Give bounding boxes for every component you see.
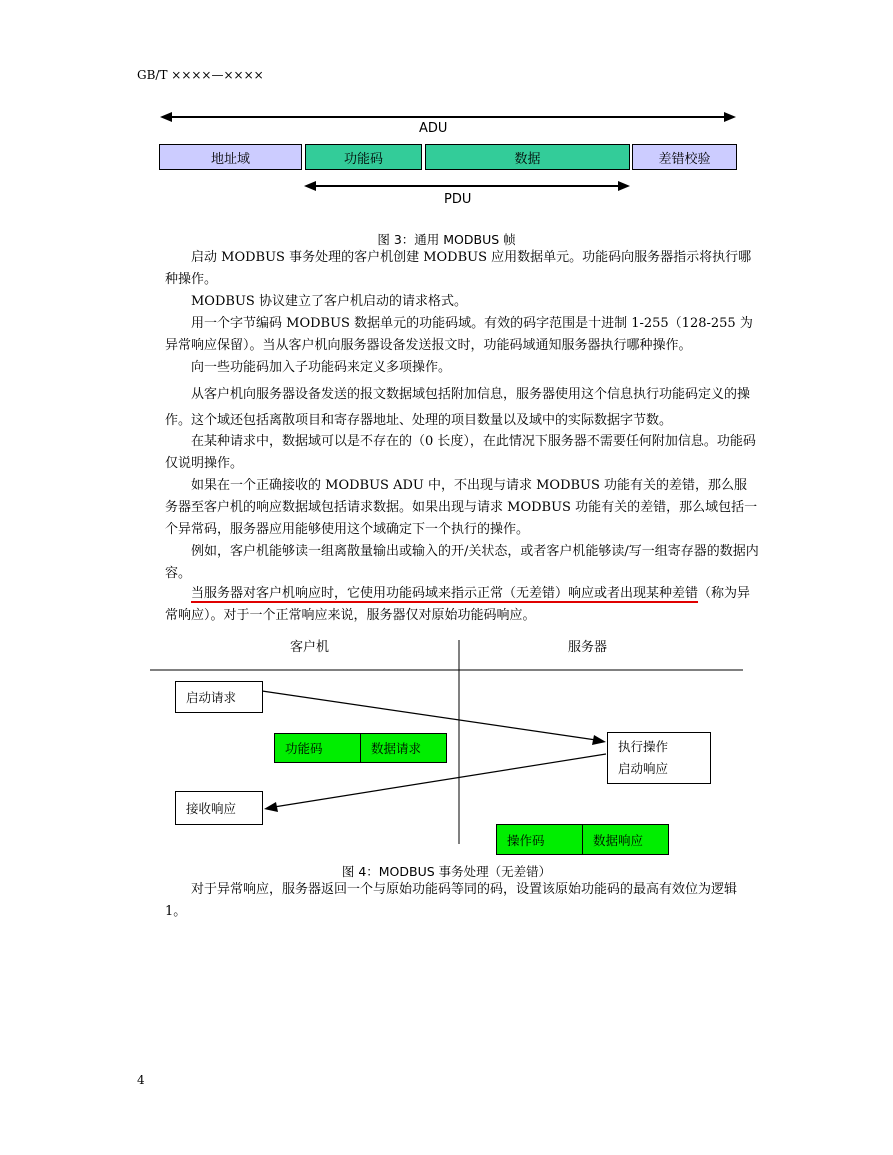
highlighted-sentence: 当服务器对客户机响应时，它使用功能码域来指示正常（无差错）响应或者出现某种差错 [191,586,699,601]
paragraph-9-rest: （称为异常响应）。对于一个正常响应来说，服务器仅对原始功能码响应。 [165,586,751,623]
server-label: 服务器 [568,640,608,655]
start-response-text: 启动响应 [618,761,669,776]
paragraph-10: 对于异常响应，服务器返回一个与原始功能码等同的码，设置该原始功能码的最高有效位为逻辑 1。 [165,882,738,919]
adu-label: ADU [419,121,448,136]
execute-action-box [607,732,711,784]
paragraph-8: 例如，客户机能够读一组离散量输出或输入的开/关状态，或者客户机能够读/写一组寄存器的数据内容。 [165,544,759,581]
address-field-box: 地址域 [159,144,302,170]
data-request-box: 数据请求 [360,733,447,763]
execute-action-text: 执行操作 [618,739,669,754]
paragraph-3: 用一个字节编码 MODBUS 数据单元的功能码域。有效的码字范围是十进制 1-255（128-255 为异常响应保留）。当从客户机向服务器设备发送报文时，功能码域通知服务器执行哪种操作。 [165,316,753,353]
figure4-caption: 图 4：MODBUS 事务处理（无差错） [341,864,552,879]
pdu-label: PDU [444,192,472,207]
start-request-box: 启动请求 [175,681,263,713]
page-number: 4 [137,1073,145,1087]
client-label: 客户机 [290,640,330,655]
figure3-caption: 图 3：通用 MODBUS 帧 [377,232,516,247]
error-check-field-box: 差错校验 [632,144,737,170]
paragraph-6: 在某种请求中，数据域可以是不存在的（0 长度），在此情况下服务器不需要任何附加信息。功能码仅说明操作。 [165,434,756,471]
paragraph-2: MODBUS 协议建立了客户机启动的请求格式。 [191,294,467,309]
op-code-box: 操作码 [496,824,583,855]
function-code-field-box: 功能码 [305,144,422,170]
data-field-box: 数据 [425,144,630,170]
data-response-box: 数据响应 [582,824,669,855]
receive-response-box: 接收响应 [175,791,263,825]
paragraph-1: 启动 MODBUS 事务处理的客户机创建 MODBUS 应用数据单元。功能码向服务器指示将执行哪种操作。 [165,250,752,287]
paragraph-7: 如果在一个正确接收的 MODBUS ADU 中，不出现与请求 MODBUS 功能有关的差错，那么服务器至客户机的响应数据域包括请求数据。如果出现与请求 MODBUS 功能有关的差错，那么域包括一个异常码，服务器应用能够使用这个域确定下一个执行的操作。 [165,478,758,537]
function-code-box: 功能码 [274,733,361,763]
paragraph-5: 从客户机向服务器设备发送的报文数据域包括附加信息，服务器使用这个信息执行功能码定义的操作。这个域还包括离散项目和寄存器地址、处理的项目数量以及域中的实际数据字节数。 [165,387,751,428]
standard-header: GB/T ××××—×××× [137,68,264,82]
paragraph-4: 向一些功能码加入子功能码来定义多项操作。 [191,360,452,375]
paragraph-9 [165,583,759,627]
